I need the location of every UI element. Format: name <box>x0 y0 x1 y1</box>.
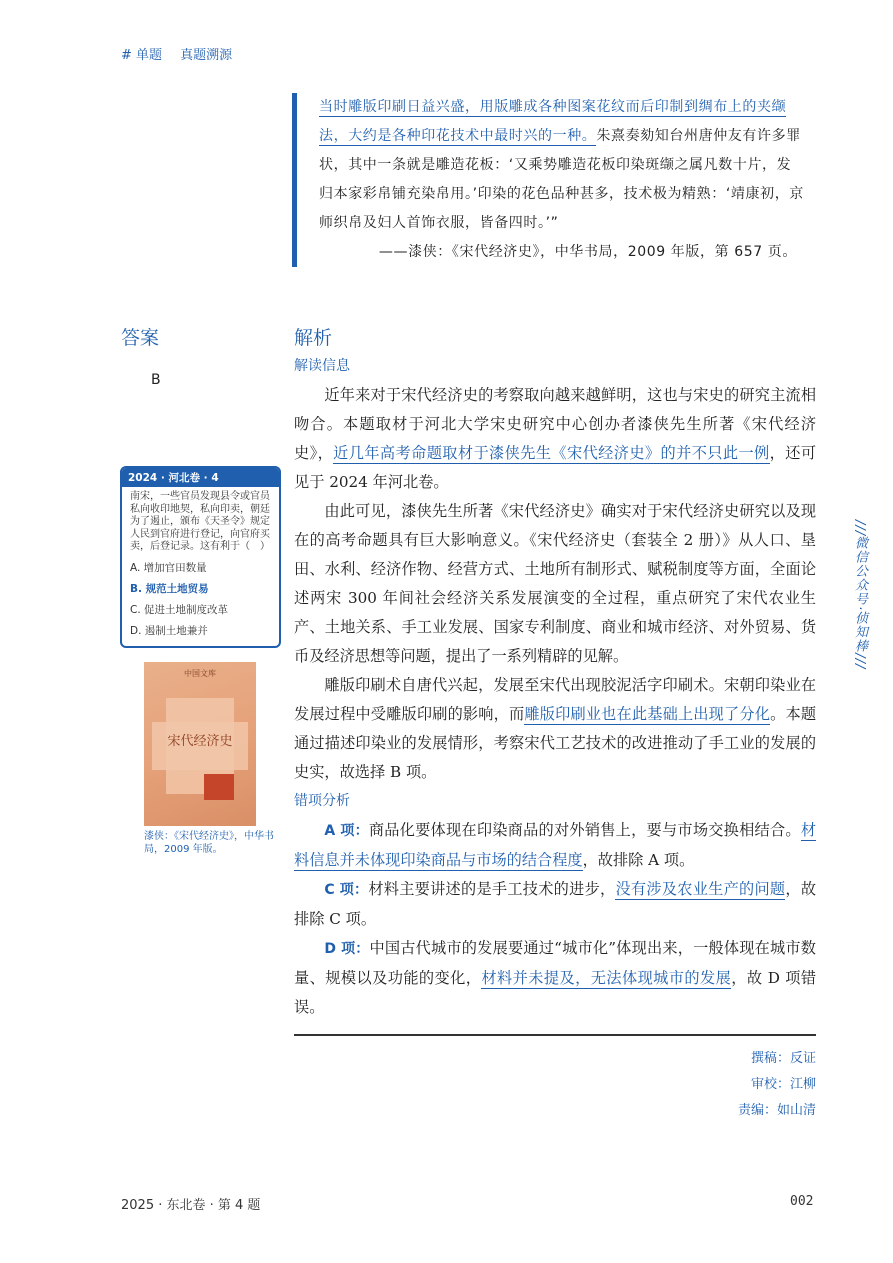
option-a-analysis <box>294 816 816 875</box>
option-c-tag: C 项： <box>324 882 369 898</box>
question-options <box>122 558 279 646</box>
option-a-text: 商品化要体现在印染商品的对外销售上，要与市场交换相结合。 <box>368 821 801 839</box>
answer-heading: 答案 <box>121 327 160 349</box>
question-card-header: 2024 · 河北卷 · 4 <box>122 468 279 487</box>
option-d-tag: D 项： <box>324 941 370 957</box>
option-c-analysis <box>294 875 816 934</box>
source-quote <box>292 93 805 267</box>
option-a-end: ，故排除 A 项。 <box>582 851 695 869</box>
book-series: 中国文库 <box>184 669 216 678</box>
related-question-card <box>120 466 281 648</box>
option-c-end: ，故排除 C 项。 <box>294 880 817 928</box>
credits <box>294 1046 816 1124</box>
option-a-tag: A 项： <box>324 823 369 839</box>
option-c-underline: 没有涉及农业生产的问题 <box>615 880 786 898</box>
option-d-underline: 材料并未提及，无法体现城市的发展 <box>481 969 732 987</box>
credit-reviewer: 审校：江柳 <box>750 1077 816 1092</box>
question-option-a: A. 增加官田数量 <box>130 561 207 574</box>
side-watermark-text: ///微信公众号·侦知棒/// <box>852 520 867 670</box>
analysis-paragraph-3 <box>294 671 816 787</box>
header-tag: # 单题 <box>121 48 163 63</box>
footer-source: 2025 · 东北卷 · 第 4 题 <box>121 1198 261 1213</box>
analysis-heading: 解析 <box>294 327 333 349</box>
quote-source: ——漆侠：《宋代经济史》，中华书局，2009 年版，第 657 页。 <box>378 244 797 260</box>
reading-info-title: 解读信息 <box>294 358 350 374</box>
header-section: 真题溯源 <box>180 48 233 63</box>
book-cover-image <box>144 662 256 826</box>
analysis-paragraph-2: 由此可见，漆侠先生所著《宋代经济史》确实对于宋代经济史研究以及现在的高考命题具有巨大影响意义。《宋代经济史（套装全 2 册）》从人口、垦田、水利、经济作物、经营方式、土地所有制形式、赋税制度等方面，全面论述两宋 300 年间社会经济关系发展演变的全过程，重点研究了宋代农业生产、土地关系、手工业发展、国家专利制度、商业和城市经济、对外贸易、货币及经济思想等问题，提出了一系列精辟的见解。 <box>294 502 816 665</box>
book-title: 宋代经济史 <box>167 734 233 749</box>
question-option-b: B. 规范土地贸易 <box>130 582 209 595</box>
quote-highlight: 当时雕版印刷日益兴盛，用版雕成各种图案花纹而后印制到绸布上的夹缬法，大约是各种印花技术中最时兴的一种。 <box>319 99 787 144</box>
analysis-body <box>294 352 816 1124</box>
error-analysis-title: 错项分析 <box>294 793 350 809</box>
question-option-d: D. 遏制土地兼并 <box>130 624 208 637</box>
p1-text-end: ，还可见于 2024 年河北卷。 <box>294 444 817 491</box>
p3-text: 雕版印刷术自唐代兴起，发展至宋代出现胶泥活字印刷术。宋朝印染业在发展过程中受雕版印刷的影响，而 <box>294 676 816 723</box>
book-caption: 漆侠：《宋代经济史》，中华书局，2009 年版。 <box>144 831 274 855</box>
page-number: 002 <box>790 1194 814 1209</box>
option-c-text: 材料主要讲述的是手工技术的进步， <box>368 880 616 898</box>
option-d-text: 中国古代城市的发展要通过“城市化”体现出来，一般体现在城市数量、规模以及功能的变化， <box>294 939 816 987</box>
p1-text: 近年来对于宋代经济史的考察取向越来越鲜明，这也与宋史的研究主流相吻合。本题取材于河北大学宋史研究中心创办者漆侠先生所著《宋代经济史》， <box>294 386 816 462</box>
quote-body: 朱熹奏劾知台州唐仲友有许多罪状，其中一条就是雕造花板：‘又乘势雕造花板印染斑缬之属凡数十片，发归本家彩帛铺充染帛用。’印染的花色品种甚多，技术极为精熟：‘靖康初，京师织帛及妇人首饰衣服，皆备四时。’” <box>319 128 804 231</box>
option-a-underline: 材料信息并未体现印染商品与市场的结合程度 <box>294 821 816 869</box>
p3-underline: 雕版印刷业也在此基础上出现了分化 <box>524 705 771 723</box>
credit-writer: 撰稿：反证 <box>750 1051 816 1066</box>
question-option-c: C. 促进土地制度改革 <box>130 603 229 616</box>
option-d-end: ，故 D 项错误。 <box>294 969 817 1016</box>
page-header <box>121 44 246 63</box>
option-d-analysis <box>294 934 816 1022</box>
section-divider <box>294 1034 816 1036</box>
analysis-paragraph-1 <box>294 381 816 497</box>
book-seal <box>204 774 234 800</box>
answer-value: B <box>151 372 161 388</box>
p3-text-end: 。本题通过描述印染业的发展情形，考察宋代工艺技术的改进推动了手工业的发展的史实，故选择 B 项。 <box>294 705 817 781</box>
question-stem: 南宋，一些官员发现县令或官员私向收印地契，私向印卖，朝廷为了遏止，颁布《天圣令》规定人民到官府进行登记，向官府买卖，后登记录。这有利于（ ） <box>130 491 270 552</box>
p1-underline: 近几年高考命题取材于漆侠先生《宋代经济史》的并不只此一例 <box>333 444 770 462</box>
credit-editor: 责编：如山清 <box>737 1103 816 1118</box>
